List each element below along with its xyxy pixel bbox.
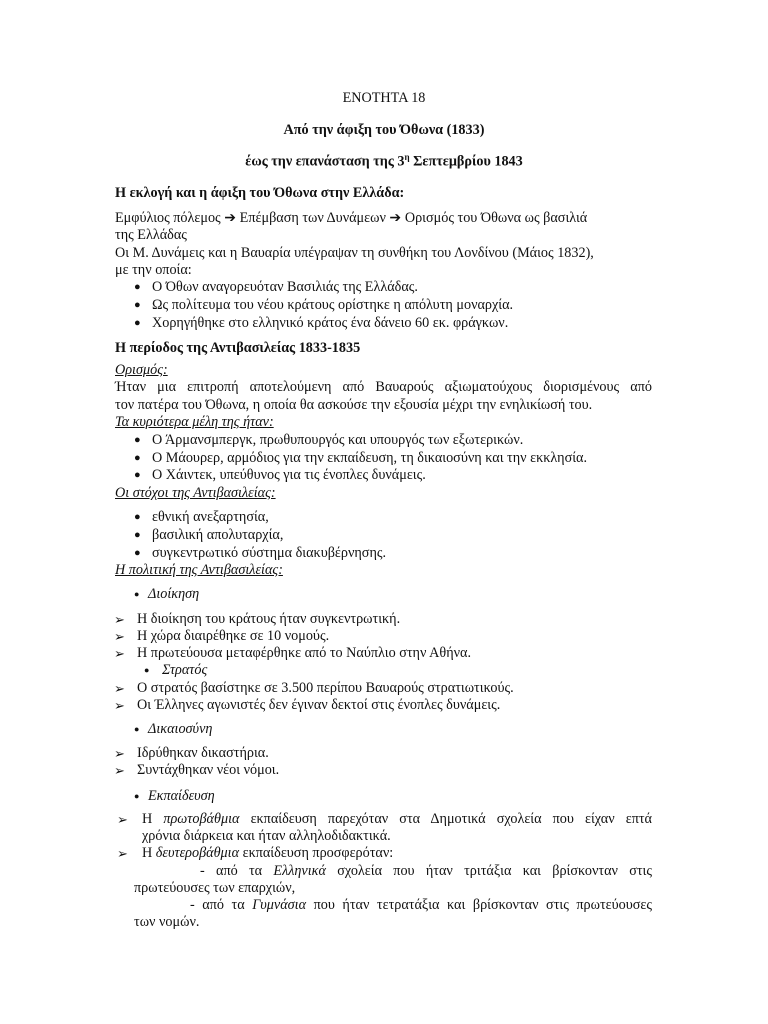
treaty-line-2: με την οποία: — [115, 262, 192, 278]
edu-hellenic-line-1: - από τα Ελληνικά σχολεία που ήταν τριτάξια και βρίσκονταν στις — [200, 863, 652, 879]
edu-primary-line-2: χρόνια διάρκεια και ήταν αλληλοδιδακτικά. — [142, 828, 391, 844]
flow-line-cont: της Ελλάδας — [115, 227, 187, 243]
flow-line: Εμφύλιος πόλεμος ➔ Επέμβαση των Δυνάμεων ➔ Ορισμός του Όθωνα ως βασιλιά — [115, 210, 588, 226]
bullet-dot-icon: ● — [134, 589, 140, 599]
list-item: Η χώρα διαιρέθηκε σε 10 νομούς. — [137, 628, 330, 644]
bullet-dot-icon: ● — [144, 665, 150, 675]
definition-label: Ορισμός: — [115, 362, 168, 378]
list-item: Χορηγήθηκε στο ελληνικό κράτος ένα δάνειο 60 εκ. φράγκων. — [152, 315, 509, 331]
arrowhead-bullet-icon: ➢ — [114, 629, 125, 644]
list-item: Ο Χάιντεκ, υπεύθυνος για τις ένοπλες δυνάμεις. — [152, 467, 426, 483]
arrowhead-bullet-icon: ➢ — [114, 646, 125, 661]
edu-hellenic-line-2: πρωτεύουσες των επαρχιών, — [134, 880, 296, 896]
bullet-dot-icon: ● — [134, 317, 141, 329]
edu-secondary-line: Η δευτεροβάθμια εκπαίδευση προσφερόταν: — [142, 845, 394, 861]
arrowhead-bullet-icon: ➢ — [114, 681, 125, 696]
list-item: Ιδρύθηκαν δικαστήρια. — [137, 745, 269, 761]
doc-title-line-1: Από την άφιξη του Όθωνα (1833) — [283, 122, 485, 138]
goals-label: Οι στόχοι της Αντιβασιλείας: — [115, 485, 276, 501]
bullet-dot-icon: ● — [134, 299, 141, 311]
army-label: Στρατός — [162, 662, 208, 678]
bullet-dot-icon: ● — [134, 791, 140, 801]
bullet-dot-icon: ● — [134, 529, 141, 541]
bullet-dot-icon: ● — [134, 281, 141, 293]
list-item: Η πρωτεύουσα μεταφέρθηκε από το Ναύπλιο στην Αθήνα. — [137, 645, 472, 661]
arrowhead-bullet-icon: ➢ — [114, 612, 125, 627]
arrowhead-bullet-icon: ➢ — [117, 812, 128, 827]
treaty-line-1: Οι Μ. Δυνάμεις και η Βαυαρία υπέγραψαν τη συνθήκη του Λονδίνου (Μάιος 1832), — [115, 245, 594, 261]
definition-line-2: τον πατέρα του Όθωνα, η οποία θα ασκούσε την εξουσία μέχρι την ενηλικίωσή του. — [115, 397, 593, 413]
bullet-dot-icon: ● — [134, 511, 141, 523]
bullet-dot-icon: ● — [134, 434, 141, 446]
list-item: εθνική ανεξαρτησία, — [152, 509, 269, 525]
section-heading-regency: Η περίοδος της Αντιβασιλείας 1833-1835 — [115, 340, 361, 356]
list-item: βασιλική απολυταρχία, — [152, 527, 284, 543]
doc-title-line-2: έως την επανάσταση της $3^\eta$ Σεπτεμβρίου 1843 — [245, 152, 523, 170]
bullet-dot-icon: ● — [134, 469, 141, 481]
list-item: Ο Όθων αναγορευόταν Βασιλιάς της Ελλάδας. — [152, 279, 418, 295]
arrow-right-icon: ➔ — [224, 210, 237, 226]
members-label: Τα κυριότερα μέλη της ήταν: — [115, 414, 274, 430]
list-item: Ο στρατός βασίστηκε σε 3.500 περίπου Βαυαρούς στρατιωτικούς. — [137, 680, 514, 696]
bullet-dot-icon: ● — [134, 547, 141, 559]
admin-label: Διοίκηση — [148, 586, 200, 602]
arrowhead-bullet-icon: ➢ — [114, 763, 125, 778]
list-item: Ο Άρμανσμπεργκ, πρωθυπουργός και υπουργός των εξωτερικών. — [152, 432, 524, 448]
list-item: Συντάχθηκαν νέοι νόμοι. — [137, 762, 280, 778]
policy-label: Η πολιτική της Αντιβασιλείας: — [115, 562, 283, 578]
list-item: Ως πολίτευμα του νέου κράτους ορίστηκε η απόλυτη μοναρχία. — [152, 297, 514, 313]
list-item: συγκεντρωτικό σύστημα διακυβέρνησης. — [152, 545, 387, 561]
arrow-right-icon: ➔ — [389, 210, 402, 226]
education-label: Εκπαίδευση — [148, 788, 215, 804]
list-item: Ο Μάουρερ, αρμόδιος για την εκπαίδευση, τη δικαιοσύνη και την εκκλησία. — [152, 450, 588, 466]
section-heading-election: Η εκλογή και η άφιξη του Όθωνα στην Ελλάδα: — [115, 185, 405, 201]
definition-line-1: Ήταν μια επιτροπή αποτελούμενη από Βαυαρούς αξιωματούχους διορισμένους από — [115, 379, 652, 395]
list-item: Οι Έλληνες αγωνιστές δεν έγιναν δεκτοί στις ένοπλες δυνάμεις. — [137, 697, 501, 713]
edu-primary-line-1: Η πρωτοβάθμια εκπαίδευση παρεχόταν στα Δημοτικά σχολεία που είχαν επτά — [142, 811, 652, 827]
arrowhead-bullet-icon: ➢ — [114, 698, 125, 713]
justice-label: Δικαιοσύνη — [148, 721, 213, 737]
arrowhead-bullet-icon: ➢ — [117, 846, 128, 861]
bullet-dot-icon: ● — [134, 452, 141, 464]
list-item: Η διοίκηση του κράτους ήταν συγκεντρωτική. — [137, 611, 401, 627]
edu-gymnasium-line-2: των νομών. — [134, 914, 200, 930]
arrowhead-bullet-icon: ➢ — [114, 746, 125, 761]
unit-title: ΕΝΟΤΗΤΑ 18 — [342, 90, 426, 106]
bullet-dot-icon: ● — [134, 724, 140, 734]
edu-gymnasium-line-1: - από τα Γυμνάσια που ήταν τετρατάξια και βρίσκονταν στις πρωτεύουσες — [190, 897, 652, 913]
